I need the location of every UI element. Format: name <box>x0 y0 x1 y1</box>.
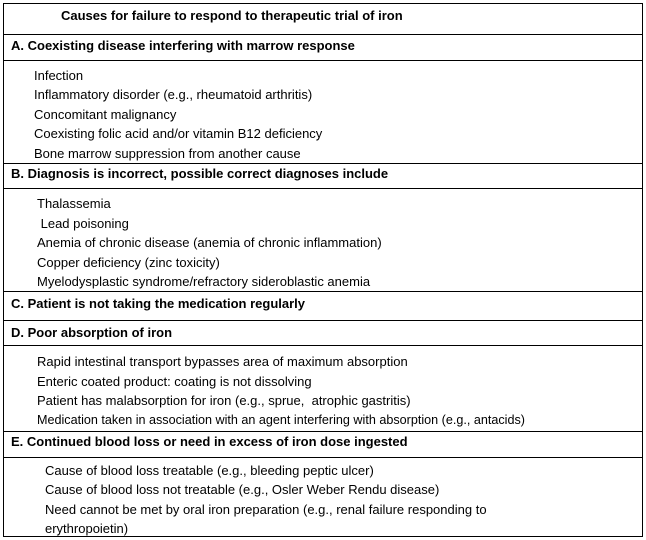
list-item: Cause of blood loss not treatable (e.g., Osler Weber Rendu disease) <box>45 482 440 497</box>
section-header: D. Poor absorption of iron <box>11 325 173 340</box>
section-header: C. Patient is not taking the medication regularly <box>11 296 305 311</box>
list-item: Patient has malabsorption for iron (e.g., sprue, atrophic gastritis) <box>37 393 411 408</box>
list-item: Copper deficiency (zinc toxicity) <box>37 255 220 270</box>
causes-table <box>3 3 643 537</box>
section-d-header-row <box>4 320 642 345</box>
list-item: Myelodysplastic syndrome/refractory sideroblastic anemia <box>37 274 371 289</box>
list-item: Bone marrow suppression from another cause <box>34 146 301 161</box>
title-row <box>4 4 642 34</box>
section-a-body <box>4 60 642 163</box>
section-e-body <box>4 457 642 536</box>
section-b-header-row <box>4 163 642 188</box>
list-item: Cause of blood loss treatable (e.g., bleeding peptic ulcer) <box>45 463 374 478</box>
section-header: B. Diagnosis is incorrect, possible correct diagnoses include <box>11 166 389 181</box>
list-item: Need cannot be met by oral iron preparation (e.g., renal failure responding to <box>45 502 487 517</box>
list-item: Inflammatory disorder (e.g., rheumatoid arthritis) <box>34 87 313 102</box>
section-e-header-row <box>4 431 642 457</box>
section-c-header-row <box>4 291 642 320</box>
list-item: Lead poisoning <box>37 216 129 231</box>
section-header: A. Coexisting disease interfering with marrow response <box>11 38 355 53</box>
list-item: Medication taken in association with an agent interfering with absorption (e.g., antacids) <box>37 413 525 427</box>
list-item: Rapid intestinal transport bypasses area of maximum absorption <box>37 354 408 369</box>
list-item: Thalassemia <box>37 196 111 211</box>
list-item: Infection <box>34 68 84 83</box>
list-item: Anemia of chronic disease (anemia of chronic inflammation) <box>37 235 382 250</box>
list-item: Enteric coated product: coating is not dissolving <box>37 374 312 389</box>
section-a-header-row <box>4 34 642 60</box>
list-item: erythropoietin) <box>45 521 129 536</box>
table-title: Causes for failure to respond to therapeutic trial of iron <box>61 8 403 23</box>
section-d-body <box>4 345 642 431</box>
list-item: Concomitant malignancy <box>34 107 177 122</box>
section-header: E. Continued blood loss or need in excess of iron dose ingested <box>11 434 408 449</box>
list-item: Coexisting folic acid and/or vitamin B12 deficiency <box>34 126 323 141</box>
section-b-body <box>4 188 642 291</box>
